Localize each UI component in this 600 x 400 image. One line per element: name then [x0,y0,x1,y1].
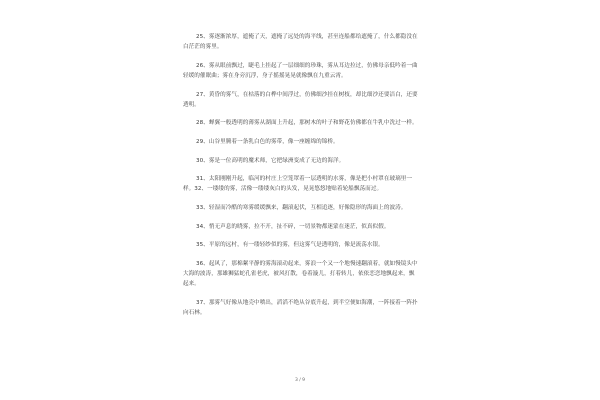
paragraph: 29、山谷里腾着一条乳白色的雾带，像一座缠绵的锦桥。 [196,138,339,145]
paragraph: 31、太阳刚刚升起，临河的村庄上空笼罩着一层透明的水雾，像是把小村罩在玻璃里一样。32、一缕缕的雾，活像一缕缕灰白的头发，晃晃悠悠地贴着轮船飘荡而过。 [183,176,413,193]
paragraph: 35、平原的远村，有一缕轻纱似的雾，但这雾气是透明的，像是流荡水银。 [196,242,384,249]
paragraph: 36、起风了，那棉絮平静的雾海滚动起来，雾浪一个又一个地慢速翻滚着，就如慢镜头中大海的波涛，那雄狮猛蛇孔雀老虎，被风打散，卷着漩儿，打着转儿，依依恋恋地飘起来，飘起来。 [183,260,418,288]
paragraph: 25、雾逐渐浓厚，遮掩了天，遮掩了远处的海平线，甚至连船都给遮掩了，什么都隐没在白茫茫的雾里。 [183,34,418,51]
paragraph: 34、悄无声息的晓雾，拉不开，扯不碎，一切景物都迷蒙在迷茫，似真似假。 [196,223,390,230]
paragraph: 33、轻湿而冷酷的寒雾缓缓飘来，翻滚起伏，互相追逐，好像隐形的海面上的波涛。 [196,204,407,211]
paragraph: 30、雾是一位高明的魔术师，它把绿洲变成了无边的海洋。 [196,157,345,164]
paragraph: 26、雾从眼前飘过，睫毛上挂起了一层细细的珍珠，雾从耳边拉过，仿佛母亲低吟着一曲轻缓的催眠曲；雾在身旁沉浮，身子摇摇晃晃就像飘在九重云霄。 [183,62,418,79]
paragraph: 28、蝉翼一般透明的薄雾从湖面上升起，那树木的叶子和野花仿佛都在牛乳中洗过一样。 [196,120,418,127]
document-body [183,32,419,327]
paragraph: 27、黄昏的雾气，在枯落的白桦中间浮过，仿佛细沙挂在树枝，却比细沙还要洁白，还要透明。 [183,91,418,108]
paragraph: 37、那雾气好像从地壳中喷出，滔滔不绝从谷底升起，到半空便如海潮，一阵接着一阵扑向石林。 [183,299,418,316]
page-number: 3 / 9 [294,378,306,383]
